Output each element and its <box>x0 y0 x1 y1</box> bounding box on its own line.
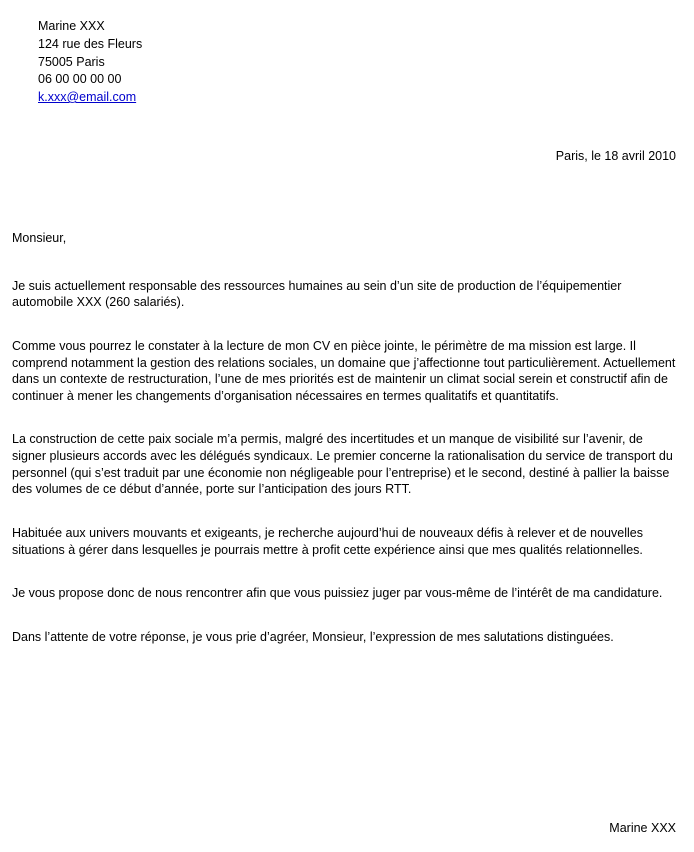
sender-street: 124 rue des Fleurs <box>38 36 143 51</box>
paragraph-3: La construction de cette paix sociale m’a permis, malgré des incertitudes et un manque de visibilité sur l’avenir, de signer plusieurs accords avec les délégués syndicaux. Le premier concerne la rationalisation du service de transport du personnel (qui s’est traduit par une économie non négligeable pour l’entreprise) et le second, destiné à pallier la baisse des volumes de ce début d’année, porte sur l’anticipation des jours RTT. <box>12 432 673 497</box>
sender-name: Marine XXX <box>38 19 105 33</box>
paragraph-5: Je vous propose donc de nous rencontrer afin que vous puissiez juger par vous-même de l’intérêt de ma candidature. <box>12 586 663 601</box>
sender-email-link[interactable]: k.xxx@email.com <box>38 90 137 104</box>
letter-body <box>12 230 678 645</box>
sender-address-block <box>38 18 142 107</box>
paragraph-2: Comme vous pourrez le constater à la lecture de mon CV en pièce jointe, le périmètre de ma mission est large. Il comprend notamment la gestion des relations sociales, un domaine que j’affectionne tout particulièrement. Actuellement dans un contexte de restructuration, l’une de mes priorités est de maintenir un climat social serein et constructif afin de continuer à mener les changements d’organisation nécessaires en termes qualitatifs et quantitatifs. <box>12 338 676 403</box>
sender-email <box>38 89 142 107</box>
signature: Marine XXX <box>609 821 676 835</box>
paragraph-1: Je suis actuellement responsable des ressources humaines au sein d’un site de production de l’équipementier automobile XXX (260 salariés). <box>12 278 622 310</box>
salutation: Monsieur, <box>12 231 67 245</box>
sender-city: 75005 Paris <box>38 54 105 69</box>
paragraph-6: Dans l’attente de votre réponse, je vous prie d’agréer, Monsieur, l’expression de mes salutations distinguées. <box>12 629 614 644</box>
place-and-date: Paris, le 18 avril 2010 <box>555 149 676 163</box>
sender-phone: 06 00 00 00 00 <box>38 72 122 87</box>
paragraph-4: Habituée aux univers mouvants et exigeants, je recherche aujourd’hui de nouveaux défis à relever et de nouvelles situations à gérer dans lesquelles je pourrais mettre à profit cette expérience ainsi que mes qualités relationnelles. <box>12 525 643 557</box>
